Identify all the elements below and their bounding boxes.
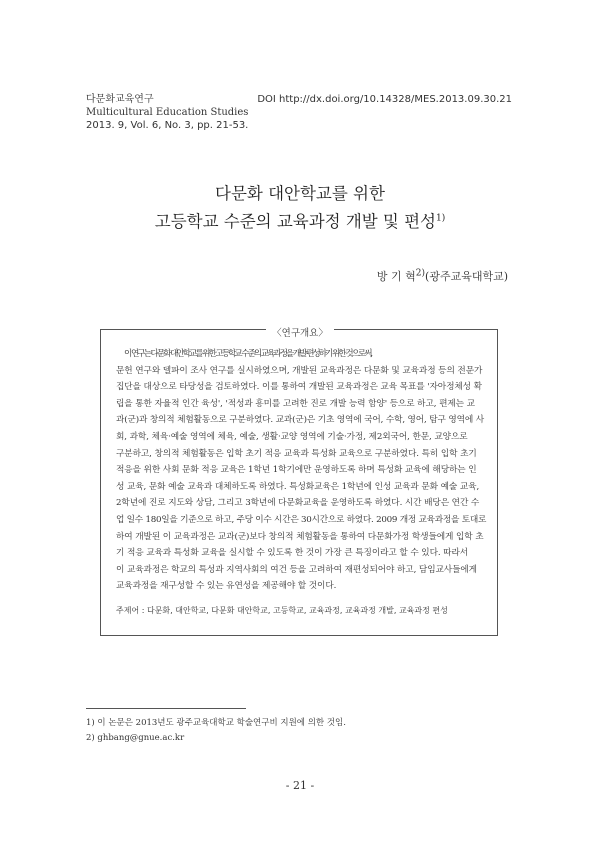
title-line-1-text: 다문화 대안학교를 위한 [215,184,385,203]
title-footnote-mark[interactable]: 1) [436,213,446,224]
abstract-line: 성 교육, 문화 예술 교육과 대체하도록 하였다. 특성화교육은 1학년에 인성 교육과 문화 예술 교육, [116,481,480,492]
author-line [377,268,508,284]
footnote-2: 2) ghbang@gnue.ac.kr [86,733,185,743]
author-footnote-mark[interactable]: 2) [415,268,426,279]
title-line-1 [0,180,600,204]
title-line-2-text: 고등학교 수준의 교육과정 개발 및 편성 [154,212,436,231]
abstract-line: 이 연구는 다문화 대안학교를 위한 고등학교 수준의 교육과정을 개발·편성하기 위한 것으로써, [124,349,372,359]
abstract-line: 2학년에 진로 지도와 상담, 그리고 3학년에 다문화교육을 운영하도록 하였다. 시간 배당은 연간 수 [116,498,480,509]
title-line-2 [0,208,600,232]
abstract-line: 기 적응 교육과 특성화 교육을 실시할 수 있도록 한 것이 가장 큰 특징이라고 할 수 있다. 따라서 [116,548,469,559]
keywords: 주제어 : 다문화, 대안학교, 다문화 대안학교, 고등학교, 교육과정, 교육과정 개발, 교육과정 편성 [116,606,448,615]
doi-link[interactable]: DOI http://dx.doi.org/10.14328/MES.2013.09.30.21 [257,94,512,105]
journal-name-korean: 다문화교육연구 [86,94,154,105]
abstract-line: 문헌 연구와 델파이 조사 연구를 실시하였으며, 개발된 교육과정은 다문화 및 교육과정 등의 전문가 [116,365,483,376]
author-name: 방 기 혁 [376,270,416,283]
issue-info: 2013. 9, Vol. 6, No. 3, pp. 21-53. [86,120,249,131]
abstract-line: 구분하고, 창의적 체험활동은 입학 초기 적응 교육과 특성화 교육으로 구분하였다. 특히 입학 초기 [116,448,477,459]
abstract-line: 이 교육과정은 학교의 특성과 지역사회의 여건 등을 고려하여 재편성되어야 하고, 담임교사들에게 [116,564,477,575]
footnote-1: 1) 이 논문은 2013년도 광주교육대학교 학술연구비 지원에 의한 것임. [86,718,346,728]
abstract-line: 하여 개발된 이 교육과정은 교과(군)보다 창의적 체험활동을 통하여 다문화가정 학생들에게 입학 초 [116,531,484,542]
page-number: - 21 - [285,779,315,792]
abstract-line: 립을 통한 자율적 인간 육성', '적성과 흥미를 고려한 진로 개발 능력 함양' 등으로 하고, 편제는 교 [116,398,475,409]
abstract-heading-text: 〈연구개요〉 [266,328,334,339]
abstract-line: 과(군)과 창의적 체험활동으로 구분하였다. 교과(군)은 기초 영역에 국어, 수학, 영어, 탐구 영역에 사 [116,415,484,426]
abstract-heading [0,321,600,340]
abstract-line: 교육과정을 재구성할 수 있는 유연성을 제공해야 할 것이다. [116,581,337,592]
abstract-line: 회, 과학, 체육·예술 영역에 체육, 예술, 생활·교양 영역에 기술·가정, 제2외국어, 한문, 교양으로 [116,431,468,442]
journal-name-english: Multicultural Education Studies [86,107,249,118]
author-affiliation: (광주교육대학교) [425,270,508,283]
abstract-line: 업 일수 180일을 기준으로 하고, 주당 이수 시간은 30시간으로 하였다. 2009 개정 교육과정을 토대로 [116,514,487,525]
abstract-line: 적응을 위한 사회 문화 적응 교육은 1학년 1학기에만 운영하도록 하며 특성화 교육에 해당하는 인 [116,465,477,476]
abstract-body [116,346,486,595]
footnote-divider [86,708,246,709]
abstract-line: 집단을 대상으로 타당성을 검토하였다. 이를 통하여 개발된 교육과정은 교육 목표를 '자아정체성 확 [116,382,482,393]
